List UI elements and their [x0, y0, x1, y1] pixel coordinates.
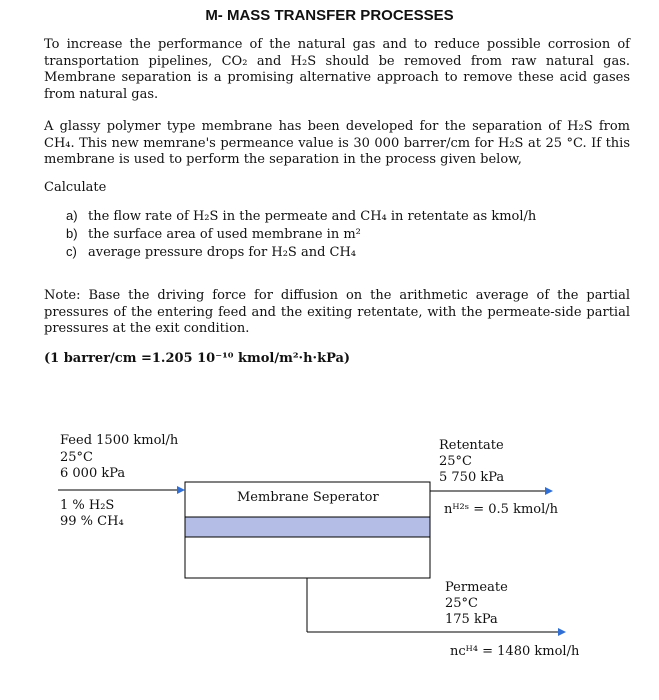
page-title: M- MASS TRANSFER PROCESSES — [205, 7, 454, 24]
unit-conversion: (1 barrer/cm =1.205 10⁻¹⁰ kmol/m²·h·kPa) — [44, 351, 351, 366]
retentate-pressure: 5 750 kPa — [439, 470, 505, 485]
task-text: average pressure drops for H₂S and CH₄ — [88, 245, 357, 260]
feed-temperature: 25°C — [60, 450, 93, 465]
membrane-label: Membrane Seperator — [237, 490, 379, 505]
note-paragraph: Note: Base the driving force for diffusion on the arithmetic average of the partial pressures of the entering feed and the exiting retentate, with the permeate-side partial pressures at the exit condition. — [44, 288, 630, 336]
feed-ch4-fraction: 99 % CH₄ — [60, 514, 124, 529]
task-text: the flow rate of H₂S in the permeate and CH₄ in retentate as kmol/h — [88, 209, 537, 224]
task-marker: c) — [66, 244, 77, 259]
permeate-temperature: 25°C — [445, 596, 478, 611]
problem-paragraph: A glassy polymer type membrane has been developed for the separation of H₂S from CH₄. This new memrane's permeance value is 30 000 barrer/cm for H₂S at 25 °C. If this membrane is used to perform the separation in the process given below, — [44, 119, 630, 167]
retentate-temperature: 25°C — [439, 454, 472, 469]
task-marker: a) — [66, 208, 78, 223]
feed-h2s-fraction: 1 % H₂S — [60, 498, 115, 513]
permeate-pressure: 175 kPa — [445, 612, 498, 627]
feed-pressure: 6 000 kPa — [60, 466, 126, 481]
permeate-ch4-flow: nᴄᴴ⁴ = 1480 kmol/h — [450, 644, 580, 659]
task-text: the surface area of used membrane in m² — [88, 227, 361, 242]
retentate-label: Retentate — [439, 438, 504, 453]
feed-flow-label: Feed 1500 kmol/h — [60, 433, 179, 448]
calculate-label: Calculate — [44, 180, 107, 195]
intro-paragraph: To increase the performance of the natural gas and to reduce possible corrosion of transportation pipelines, CO₂ and H₂S should be removed from raw natural gas. Membrane separation is a promising alternative approach to remove these acid gases from natural gas. — [44, 37, 630, 102]
membrane-layer — [185, 517, 430, 537]
permeate-label: Permeate — [445, 580, 508, 595]
retentate-h2s-flow: nᴴ²ˢ = 0.5 kmol/h — [444, 502, 559, 517]
task-marker: b) — [66, 226, 78, 241]
